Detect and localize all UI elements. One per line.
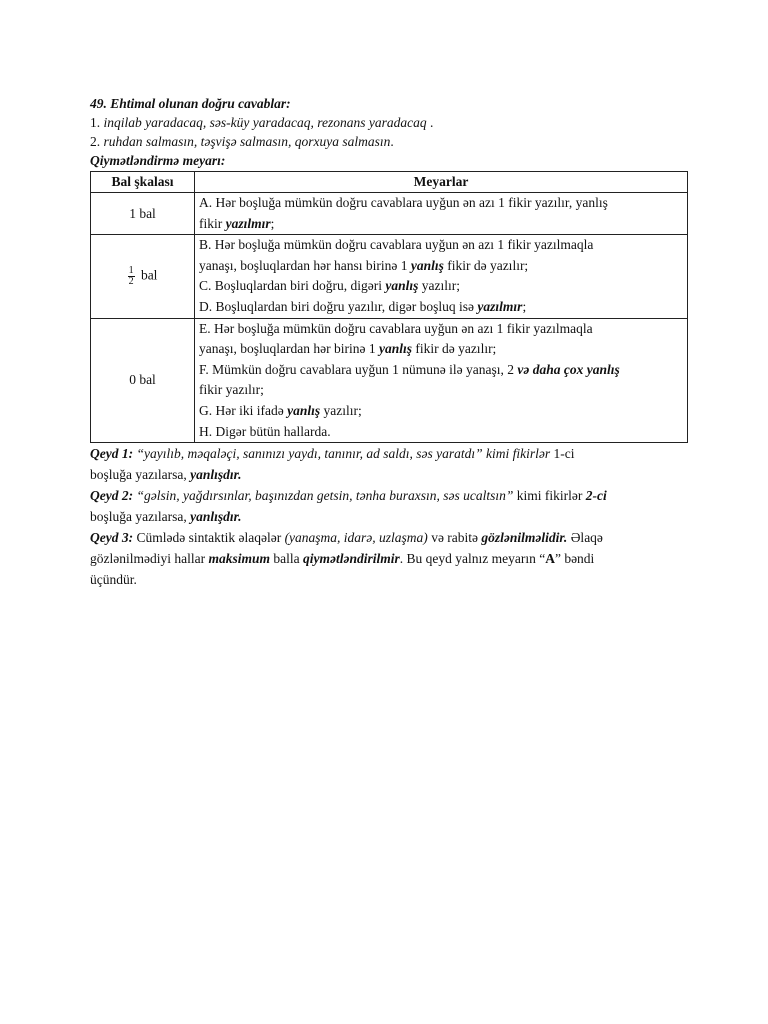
answer-1-number: 1. [90, 115, 101, 130]
criteria-g-emph: yanlış [287, 402, 321, 418]
note-3-line1 [90, 527, 688, 548]
header-criteria: Meyarlar [195, 172, 688, 193]
criteria-b-line1: B. Hər boşluğa mümkün doğru cavablara uyğun ən azı 1 fikir yazılmaqla [199, 237, 594, 253]
document-page [90, 94, 688, 590]
criteria-a [195, 193, 688, 235]
criteria-d [199, 297, 683, 318]
criteria-e-text: yanaşı, boşluqlardan hər birinə 1 [199, 341, 379, 357]
answer-2-number: 2. [90, 134, 101, 149]
note-1-line1 [90, 443, 688, 464]
note-3-l2f: A [545, 551, 555, 567]
note-1-line2 [90, 464, 688, 485]
criteria-a-line2 [199, 214, 683, 235]
note-3-l2c: balla [269, 551, 303, 567]
criteria-e-emph: yanlış [378, 341, 412, 357]
criteria-g-text: G. Hər iki ifadə [199, 402, 288, 418]
criteria-b-text: yanaşı, boşluqlardan hər hansı birinə 1 [199, 257, 411, 273]
criteria-e-line1: E. Hər boşluğa mümkün doğru cavablara uyğun ən azı 1 fikir yazılmaqla [199, 320, 593, 336]
note-3-l2g: ” bəndi [554, 551, 595, 567]
note-3-l2d: qiymətləndirilmir [302, 551, 400, 567]
notes-section [90, 443, 688, 590]
note-1-rest: 1-ci [550, 446, 575, 462]
fraction-denominator: 2 [128, 275, 134, 287]
criteria-f-text: F. Mümkün doğru cavablara uyğun 1 nümunə ilə yanaşı, 2 [199, 361, 518, 377]
half-fraction [128, 266, 135, 287]
criteria-a-text: fikir [199, 215, 226, 231]
note-3-d: gözlənilməlidir. [481, 530, 568, 546]
note-3-line3: üçündür. [90, 572, 137, 588]
criteria-d-emph: yazılmır [477, 298, 523, 314]
note-3-l2b: maksimum [208, 551, 270, 567]
criteria-c [199, 276, 683, 297]
criteria-f-line1 [199, 360, 683, 381]
note-3-l2a: gözlənilmədiyi hallar [90, 551, 209, 567]
answer-2-end: . [390, 134, 394, 149]
note-3-e: Əlaqə [567, 530, 603, 546]
criteria-title: Qiymətləndirmə meyarı: [90, 153, 226, 168]
criteria-c-end: yazılır; [418, 278, 460, 294]
note-3-l2e: . Bu qeyd yalnız meyarın “ [399, 551, 546, 567]
criteria-g [199, 401, 683, 422]
criteria-efgh [195, 318, 688, 443]
table-row [91, 318, 688, 443]
criteria-table [90, 171, 688, 443]
criteria-f-emph: və daha çox yanlış [517, 361, 620, 377]
note-3-label: Qeyd 3: [90, 530, 134, 546]
answer-1-end: . [426, 115, 434, 130]
criteria-d-end: ; [522, 298, 527, 314]
note-1-emph: yanlışdır. [190, 467, 242, 483]
criteria-f-line2: fikir yazılır; [199, 382, 264, 398]
criteria-e-end: fikir də yazılır; [411, 341, 497, 357]
answer-2 [90, 132, 688, 151]
note-2-emph: yanlışdır. [190, 509, 242, 525]
note-2-quote: “gəlsin, yağdırsınlar, başınızdan getsin, tənha buraxsın, səs ucaltsın” [133, 488, 514, 504]
note-1-label: Qeyd 1: [90, 446, 134, 462]
table-row [91, 235, 688, 318]
criteria-b-line2 [199, 256, 683, 277]
criteria-a-emph: yazılmır [225, 215, 271, 231]
note-3-c: və rabitə [427, 530, 482, 546]
note-2-label: Qeyd 2: [90, 488, 134, 504]
criteria-b-emph: yanlış [410, 257, 444, 273]
fraction-numerator: 1 [128, 264, 134, 276]
note-2-text: boşluğa yazılarsa, [90, 509, 191, 525]
note-1-quote: “yayılıb, məqaləçi, sanınızı yaydı, tanınır, ad saldı, səs yaratdı” kimi fikirlər [133, 446, 551, 462]
criteria-a-end: ; [270, 215, 275, 231]
criteria-a-line1: A. Hər boşluğa mümkün doğru cavablara uyğun ən azı 1 fikir yazılır, yanlış [199, 195, 608, 210]
criteria-c-emph: yanlış [385, 278, 419, 294]
question-heading: 49. Ehtimal olunan doğru cavablar: [90, 96, 291, 111]
note-2-bold: 2-ci [585, 488, 607, 504]
criteria-c-text: C. Boşluqlardan biri doğru, digəri [199, 278, 386, 294]
criteria-g-end: yazılır; [320, 402, 362, 418]
score-half-label: bal [137, 267, 158, 283]
table-header-row [91, 172, 688, 193]
table-row [91, 193, 688, 235]
note-3-line2 [90, 548, 688, 569]
score-1-bal: 1 bal [91, 193, 195, 235]
score-half-bal [91, 235, 195, 318]
note-2-line2 [90, 506, 688, 527]
note-3-a: Cümlədə sintaktik əlaqələr [133, 530, 285, 546]
answer-1 [90, 113, 688, 132]
note-2-rest: kimi fikirlər [513, 488, 586, 504]
criteria-b-end: fikir də yazılır; [443, 257, 529, 273]
criteria-bcd [195, 235, 688, 318]
criteria-h: H. Digər bütün hallarda. [199, 423, 331, 439]
header-score: Bal şkalası [91, 172, 195, 193]
criteria-d-text: D. Boşluqlardan biri doğru yazılır, digər boşluq isə [199, 298, 478, 314]
criteria-e-line2 [199, 339, 683, 360]
note-1-text: boşluğa yazılarsa, [90, 467, 191, 483]
answer-2-text: ruhdan salmasın, təşvişə salmasın, qorxuya salmasın [103, 134, 391, 149]
score-0-bal: 0 bal [91, 318, 195, 443]
note-3-b: (yanaşma, idarə, uzlaşma) [284, 530, 428, 546]
answer-1-text: inqilab yaradacaq, səs-küy yaradacaq, rezonans yaradacaq [103, 115, 427, 130]
note-2-line1 [90, 485, 688, 506]
